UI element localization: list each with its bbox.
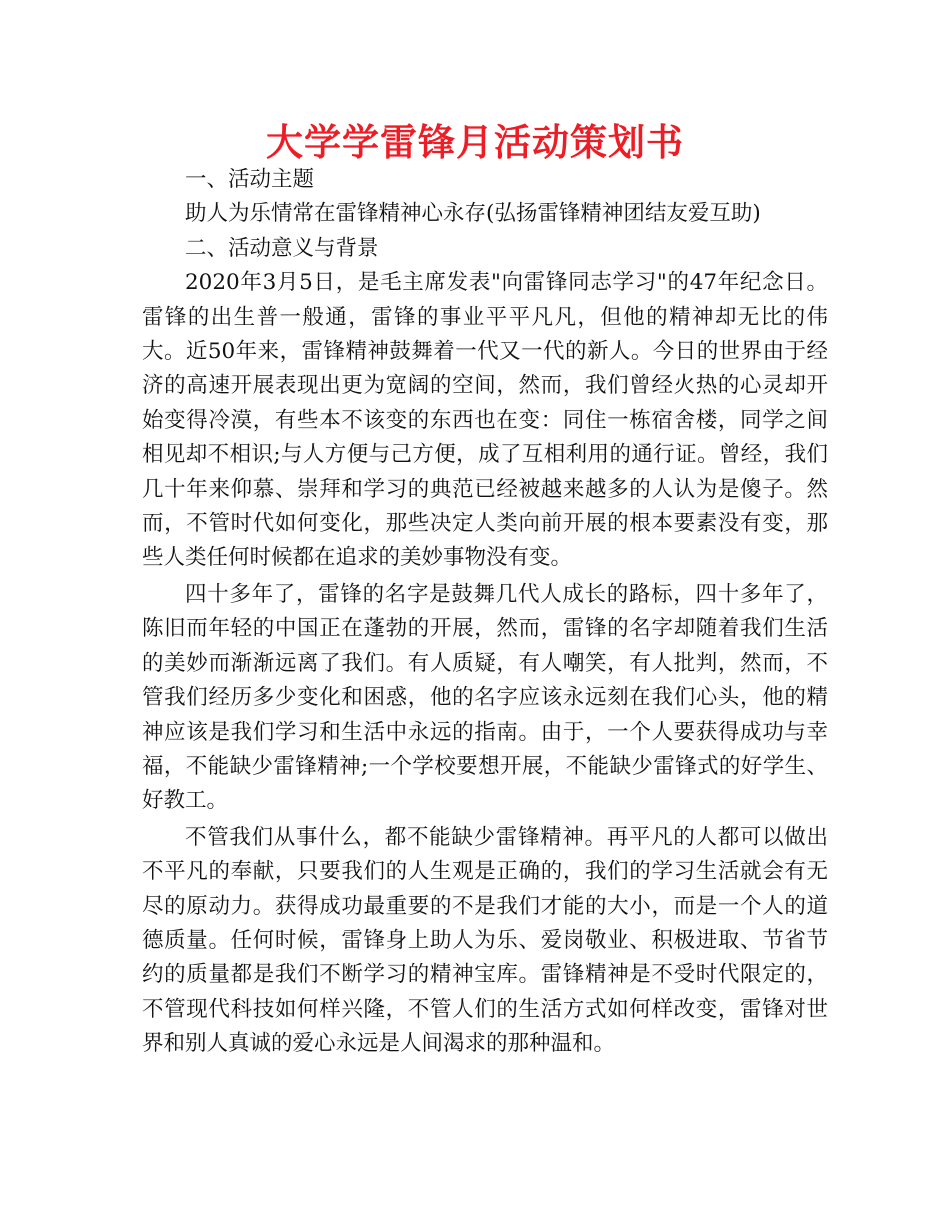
document-body (142, 163, 828, 1062)
body-paragraph: 不管我们从事什么，都不能缺少雷锋精神。再平凡的人都可以做出不平凡的奉献，只要我们的人生观是正确的，我们的学习生活就会有无尽的原动力。获得成功最重要的不是我们才能的大小，而是一个人的道德质量。任何时候，雷锋身上助人为乐、爱岗敬业、积极进取、节省节约的质量都是我们不断学习的精神宝库。雷锋精神是不受时代限定的，不管现代科技如何样兴隆，不管人们的生活方式如何样改变，雷锋对世界和别人真诚的爱心永远是人间渴求的那种温和。 (142, 824, 828, 1057)
body-paragraph: 四十多年了，雷锋的名字是鼓舞几代人成长的路标，四十多年了，陈旧而年轻的中国正在蓬勃的开展，然而，雷锋的名字却随着我们生活的美妙而渐渐远离了我们。有人质疑，有人嘲笑，有人批判，然而，不管我们经历多少变化和困惑，他的名字应该永远刻在我们心头，他的精神应该是我们学习和生活中永远的指南。由于，一个人要获得成功与幸福，不能缺少雷锋精神;一个学校要想开展，不能缺少雷锋式的好学生、好教工。 (142, 581, 828, 814)
document-title: 大学学雷锋月活动策划书 (266, 121, 684, 164)
body-paragraph: 2020年3月5日，是毛主席发表"向雷锋同志学习"的47年纪念日。雷锋的出生普一般通，雷锋的事业平平凡凡，但他的精神却无比的伟大。近50年来，雷锋精神鼓舞着一代又一代的新人。今日的世界由于经济的高速开展表现出更为宽阔的空间，然而，我们曾经火热的心灵却开始变得冷漠，有些本不该变的东西也在变：同住一栋宿舍楼，同学之间相见却不相识;与人方便与己方便，成了互相利用的通行证。曾经，我们几十年来仰慕、崇拜和学习的典范已经被越来越多的人认为是傻子。然而，不管时代如何变化，那些决定人类向前开展的根本要素没有变，那些人类任何时候都在追求的美妙事物没有变。 (142, 270, 828, 571)
theme-text: 助人为乐情常在雷锋精神心永存(弘扬雷锋精神团结友爱互助) (185, 201, 761, 227)
section-heading-background: 二、活动意义与背景 (185, 235, 379, 261)
section-heading-theme: 一、活动主题 (185, 167, 315, 192)
